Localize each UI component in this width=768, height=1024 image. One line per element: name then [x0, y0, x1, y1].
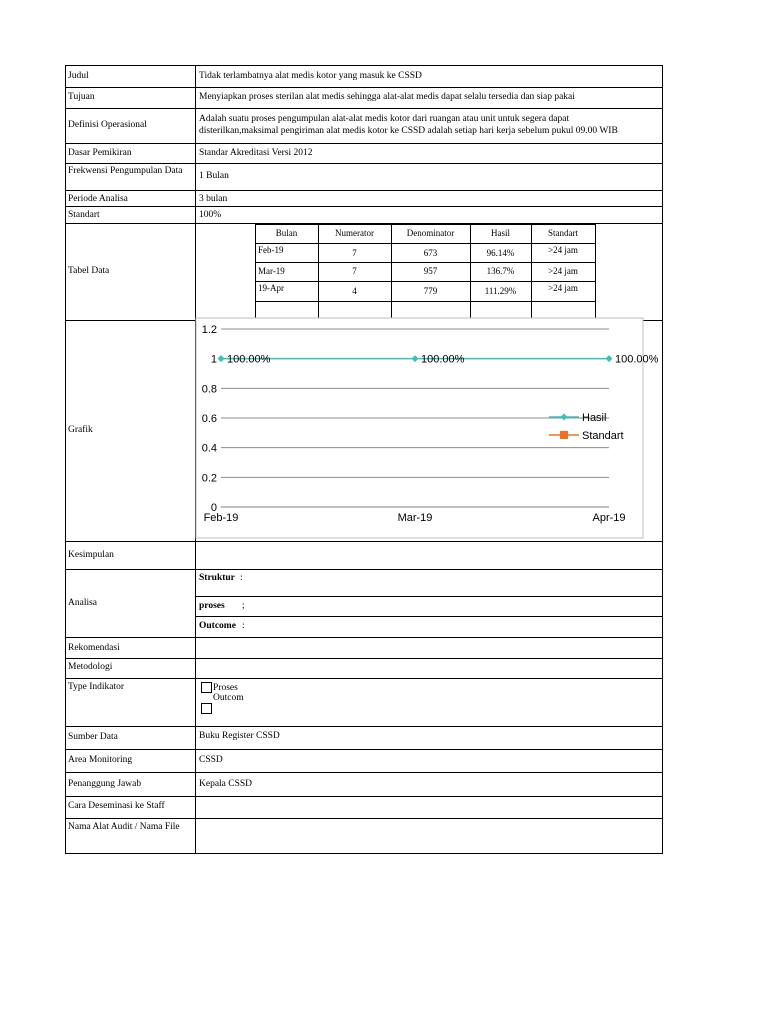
y-tick-label: 0.6: [201, 413, 217, 425]
label-tabel: Tabel Data: [68, 266, 110, 276]
row-line: [65, 569, 663, 570]
table-cell: 673: [423, 248, 438, 258]
row-line: [65, 143, 663, 144]
line-chart: [196, 318, 659, 539]
table-header-standart: Standart: [548, 228, 578, 238]
proses-option-label: Proses: [213, 683, 238, 693]
row-line: [65, 796, 663, 797]
table-line: [255, 281, 595, 282]
x-tick-label: Apr-19: [592, 512, 626, 524]
analisa-struktur-label: Struktur: [199, 573, 235, 583]
legend-label: Standart: [582, 430, 624, 442]
data-label: 100.00%: [615, 353, 659, 366]
table-line: [255, 243, 595, 244]
row-line: [65, 541, 663, 542]
table-cell: 96.14%: [486, 248, 515, 258]
label-frekuensi: Frekwensi Pengumpulan Data: [68, 166, 183, 176]
label-kesimpulan: Kesimpulan: [68, 550, 114, 560]
row-line: [65, 190, 663, 191]
legend-marker: [560, 431, 568, 439]
table-header-denominator: Denominator: [406, 228, 455, 238]
label-judul: Judul: [68, 71, 89, 81]
table-header-bulan: Bulan: [275, 228, 298, 238]
label-sumber: Sumber Data: [68, 732, 118, 742]
value-tujuan: Menyiapkan proses sterilan alat medis sehingga alat-alat medis dapat selalu tersedia dan siap pakai: [199, 92, 575, 102]
data-label: 100.00%: [227, 353, 271, 366]
table-cell: 111.29%: [484, 286, 517, 296]
row-line: [65, 163, 663, 164]
table-cell: 7: [352, 248, 357, 258]
row-line: [65, 818, 663, 819]
table-cell: 136.7%: [486, 266, 515, 276]
y-tick-label: 1.2: [201, 324, 217, 336]
table-header-hasil: Hasil: [491, 228, 510, 238]
label-standart: Standart: [68, 210, 100, 220]
y-tick-label: 0.8: [201, 383, 217, 396]
y-tick-label: 1: [210, 353, 217, 366]
table-cell: 779: [423, 286, 438, 296]
value-dasar: Standar Akreditasi Versi 2012: [199, 148, 313, 158]
row-line: [195, 616, 663, 617]
analisa-outcome-label: Outcome: [199, 621, 236, 631]
table-cell: >24 jam: [548, 266, 578, 276]
data-label: 100.00%: [421, 353, 465, 366]
chart-area: [196, 318, 643, 538]
row-line: [65, 772, 663, 773]
label-rekomendasi: Rekomendasi: [68, 643, 120, 653]
table-line: [255, 262, 595, 263]
table-line: [255, 224, 595, 225]
table-cell: >24 jam: [548, 283, 578, 293]
row-line: [65, 87, 663, 88]
value-area: CSSD: [199, 755, 223, 765]
table-cell: Feb-19: [258, 245, 284, 255]
proses-checkbox[interactable]: [201, 682, 212, 693]
row-line: [65, 637, 663, 638]
x-tick-label: Feb-19: [203, 512, 239, 524]
row-line: [65, 206, 663, 207]
value-frekuensi: 1 Bulan: [199, 171, 229, 181]
label-dasar: Dasar Pemikiran: [68, 148, 132, 158]
label-tujuan: Tujuan: [68, 92, 95, 102]
row-line: [195, 596, 663, 597]
table-cell: Mar-19: [258, 266, 285, 276]
row-line: [65, 749, 663, 750]
table-cell: 4: [352, 286, 357, 296]
label-definisi: Definisi Operasional: [68, 120, 147, 130]
row-line: [65, 726, 663, 727]
analisa-struktur-sep: :: [240, 573, 243, 583]
row-line: [65, 108, 663, 109]
value-periode: 3 bulan: [199, 194, 228, 204]
value-definisi-line1: Adalah suatu proses pengumpulan alat-alat medis kotor dari ruangan atau unit untuk segera dapat: [199, 114, 570, 124]
label-nama: Nama Alat Audit / Nama File: [68, 822, 180, 832]
row-line: [65, 658, 663, 659]
value-penanggung: Kepala CSSD: [199, 779, 253, 789]
label-periode: Periode Analisa: [68, 194, 128, 204]
row-line: [65, 678, 663, 679]
table-header-numerator: Numerator: [335, 228, 374, 238]
analisa-proses-label: proses: [199, 601, 225, 611]
table-cell: 19-Apr: [258, 283, 284, 293]
value-sumber: Buku Register CSSD: [199, 731, 280, 741]
label-area: Area Monitoring: [68, 755, 133, 765]
value-judul: Tidak terlambatnya alat medis kotor yang masuk ke CSSD: [199, 71, 422, 81]
x-tick-label: Mar-19: [397, 512, 433, 524]
label-metodologi: Metodologi: [68, 662, 113, 672]
y-tick-label: 0: [210, 502, 217, 514]
label-grafik: Grafik: [68, 425, 93, 435]
label-penanggung: Penanggung Jawab: [68, 779, 142, 789]
outcom-option-label: Outcom: [213, 693, 244, 703]
analisa-proses-sep: ;: [242, 601, 245, 611]
label-cara: Cara Deseminasi ke Staff: [68, 801, 165, 811]
label-type-indikator: Type Indikator: [68, 682, 125, 692]
table-cell: 957: [423, 266, 438, 276]
table-cell: >24 jam: [548, 245, 578, 255]
y-tick-label: 0.4: [201, 442, 217, 455]
outcom-checkbox[interactable]: [201, 703, 212, 714]
value-definisi-line2: disterilkan,maksimal pengiriman alat medis kotor ke CSSD adalah setiap hari kerja sebelum pukul 09.00 WIB: [199, 126, 618, 136]
label-analisa: Analisa: [68, 598, 98, 608]
legend-label: Hasil: [582, 412, 607, 424]
table-line: [255, 301, 595, 302]
table-cell: 7: [352, 266, 357, 276]
y-tick-label: 0.2: [201, 472, 217, 485]
analisa-outcome-sep: :: [242, 621, 245, 631]
table-line: [595, 224, 596, 320]
value-standart: 100%: [199, 210, 222, 220]
